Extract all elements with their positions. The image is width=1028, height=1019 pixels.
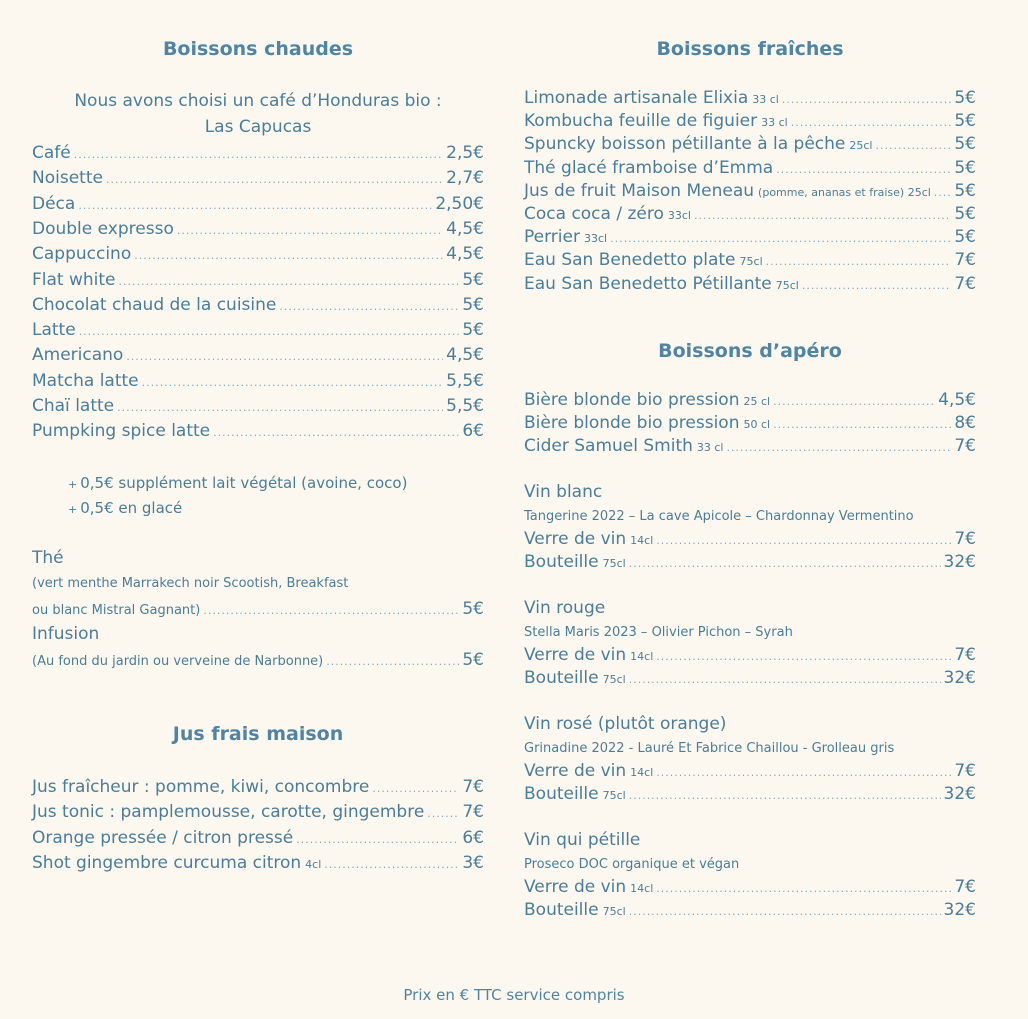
item-name: Verre de vin: [524, 645, 627, 665]
wine-glass-row: [524, 760, 976, 784]
item-price: 5€: [462, 294, 484, 315]
item-name: Chocolat chaud de la cuisine: [32, 294, 277, 315]
item-name: Eau San Benedetto plate: [524, 250, 736, 271]
item-price: 8€: [954, 413, 976, 434]
tea-price: 5€: [462, 599, 484, 619]
item-name: Spuncky boisson pétillante à la pêche: [524, 134, 846, 155]
leader-dots: [326, 651, 459, 673]
item-size: 33 cl: [696, 441, 724, 455]
item-name: Café: [32, 143, 71, 163]
item-name: Verre de vin: [524, 529, 627, 549]
leader-dots: [177, 220, 443, 242]
wine-glass-row: [524, 528, 976, 552]
menu-item-row: [524, 87, 976, 111]
leader-dots: [296, 829, 459, 851]
menu-item-row: [32, 420, 484, 444]
leader-dots: [656, 762, 951, 784]
item-name: Cappuccino: [32, 244, 132, 265]
menu-item-row: [32, 370, 484, 394]
infusion-description: (Au fond du jardin ou verveine de Narbonne): [32, 654, 324, 669]
wine-description: Proseco DOC organique et végan: [524, 857, 740, 872]
leader-dots: [776, 159, 951, 181]
leader-dots: [134, 245, 443, 267]
menu-item-row: [524, 110, 976, 134]
item-price: 5,5€: [446, 396, 484, 416]
coffee-intro-line1: Nous avons choisi un café d’Honduras bio :: [74, 91, 442, 111]
item-size: 75cl: [739, 255, 763, 269]
item-name: Shot gingembre curcuma citron: [32, 852, 302, 873]
item-price: 5€: [954, 88, 976, 108]
leader-dots: [773, 391, 935, 413]
juice-title: Jus frais maison: [172, 723, 344, 745]
item-price: 2,50€: [435, 193, 484, 214]
item-name: Matcha latte: [32, 370, 139, 391]
item-price: 5€: [954, 157, 976, 178]
item-name: Jus tonic : pamplemousse, carotte, gingembre: [32, 802, 425, 823]
item-size: 33 cl: [761, 116, 788, 130]
item-price: 5€: [954, 227, 976, 248]
leader-dots: [876, 135, 952, 157]
item-size: 33cl: [667, 209, 691, 222]
item-price: 4,5€: [446, 345, 484, 366]
leader-dots: [656, 530, 951, 552]
item-size: 14cl: [630, 534, 654, 547]
item-size: 75cl: [602, 789, 626, 802]
leader-dots: [119, 271, 460, 293]
item-size: 75cl: [602, 905, 626, 918]
item-price: 5€: [954, 134, 976, 155]
item-name: Latte: [32, 320, 76, 341]
leader-dots: [610, 228, 951, 250]
item-price: 7€: [954, 877, 976, 897]
leader-dots: [203, 600, 459, 622]
item-price: 32€: [943, 900, 976, 920]
item-name: Kombucha feuille de figuier: [524, 111, 758, 132]
leader-dots: [727, 437, 952, 459]
menu-item-row: [524, 412, 976, 436]
cold-drinks-title: Boissons fraîches: [656, 38, 844, 60]
item-name: Verre de vin: [524, 761, 627, 781]
item-size: 75cl: [602, 557, 626, 570]
supplement-text: 0,5€ en glacé: [80, 499, 183, 517]
leader-dots: [694, 205, 951, 227]
infusion-label: Infusion: [32, 624, 100, 644]
leader-dots: [791, 112, 952, 134]
menu-item-row: [524, 226, 976, 250]
item-name: Jus de fruit Maison Meneau: [524, 180, 755, 201]
item-price: 32€: [943, 784, 976, 804]
menu-item-row: [524, 249, 976, 273]
item-price: 32€: [943, 552, 976, 572]
menu-item-row: [32, 243, 484, 267]
item-price: 6€: [462, 421, 484, 442]
leader-dots: [766, 251, 952, 273]
leader-dots: [629, 901, 941, 923]
leader-dots: [74, 144, 443, 166]
leader-dots: [934, 182, 952, 204]
item-price: 3€: [462, 852, 484, 873]
wine-bottle-row: [524, 899, 976, 923]
wine-description: Stella Maris 2023 – Olivier Pichon – Syrah: [524, 625, 793, 640]
menu-item-row: [32, 142, 484, 166]
leader-dots: [117, 397, 443, 419]
item-price: 6€: [462, 827, 484, 848]
supplement-line: [68, 498, 182, 520]
tea-description-line2: ou blanc Mistral Gagnant): [32, 603, 201, 618]
item-size: 14cl: [630, 882, 654, 895]
supplement-text: 0,5€ supplément lait végétal (avoine, coco): [80, 474, 408, 492]
menu-item-row: [32, 269, 484, 293]
menu-item-row: [32, 167, 484, 191]
menu-item-row: [524, 273, 976, 297]
wine-label: Vin rouge: [524, 598, 606, 618]
menu-item-row: [32, 776, 484, 800]
item-name: Bière blonde bio pression: [524, 390, 740, 410]
item-name: Flat white: [32, 269, 116, 290]
item-name: Bouteille: [524, 552, 599, 572]
item-name: Orange pressée / citron pressé: [32, 827, 294, 848]
leader-dots: [629, 669, 941, 691]
item-name: Bière blonde bio pression: [524, 413, 740, 434]
wine-description: Grinadine 2022 - Lauré Et Fabrice Chaillou - Grolleau gris: [524, 741, 895, 756]
tea-price-row: [32, 598, 484, 622]
item-price: 5€: [954, 111, 976, 132]
leader-dots: [656, 878, 951, 900]
item-size: 4cl: [305, 857, 322, 871]
item-size: 50 cl: [743, 418, 771, 432]
menu-item-row: [32, 193, 484, 217]
wine-label: Vin rosé (plutôt orange): [524, 714, 727, 734]
leader-dots: [324, 854, 459, 876]
wine-bottle-row: [524, 783, 976, 807]
menu-item-row: [524, 157, 976, 181]
leader-dots: [372, 778, 459, 800]
item-price: 7€: [954, 436, 976, 457]
item-price: 2,5€: [446, 143, 484, 163]
item-name: Verre de vin: [524, 877, 627, 897]
wine-label: Vin qui pétille: [524, 830, 641, 850]
leader-dots: [213, 422, 459, 444]
item-price: 7€: [462, 777, 484, 797]
menu-item-row: [524, 180, 976, 204]
price-footer-note: Prix en € TTC service compris: [403, 986, 625, 1004]
leader-dots: [656, 646, 951, 668]
apero-title: Boissons d’apéro: [658, 340, 842, 362]
menu-item-row: [524, 435, 976, 459]
leader-dots: [629, 553, 941, 575]
wine-bottle-row: [524, 667, 976, 691]
item-price: 5€: [462, 320, 484, 341]
menu-item-row: [524, 389, 976, 413]
tea-label: Thé: [32, 548, 64, 568]
item-size: 14cl: [630, 650, 654, 663]
leader-dots: [142, 372, 444, 394]
item-price: 4,5€: [446, 218, 484, 239]
item-price: 5€: [954, 204, 976, 224]
menu-item-row: [32, 294, 484, 318]
menu-item-row: [32, 395, 484, 419]
menu-item-row: [32, 344, 484, 368]
item-name: Bouteille: [524, 784, 599, 804]
leader-dots: [782, 89, 952, 111]
item-size: 75cl: [602, 673, 626, 686]
item-price: 2,7€: [446, 168, 484, 189]
leader-dots: [279, 296, 459, 318]
item-price: 32€: [943, 668, 976, 688]
leader-dots: [802, 275, 952, 297]
item-name: Double expresso: [32, 218, 174, 239]
item-size: 14cl: [630, 766, 654, 779]
item-name: Thé glacé framboise d’Emma: [524, 157, 774, 178]
item-name: Eau San Benedetto Pétillante: [524, 273, 772, 294]
menu-item-row: [32, 801, 484, 825]
item-price: 7€: [954, 645, 976, 665]
item-price: 5,5€: [446, 370, 484, 391]
item-price: 7€: [954, 529, 976, 549]
item-name: Coca coca / zéro: [524, 204, 664, 224]
item-price: 7€: [954, 273, 976, 294]
wine-description: Tangerine 2022 – La cave Apicole – Chardonnay Vermentino: [524, 509, 914, 524]
menu-item-row: [524, 203, 976, 227]
item-name: Americano: [32, 345, 124, 366]
item-name: Cider Samuel Smith: [524, 436, 693, 457]
item-size: 33 cl: [752, 93, 779, 106]
item-price: 4,5€: [446, 244, 484, 265]
item-name: Jus fraîcheur : pomme, kiwi, concombre: [32, 777, 370, 797]
item-name: Chaï latte: [32, 396, 115, 416]
item-size: 25 cl: [743, 395, 771, 408]
plus-icon: +: [68, 478, 78, 491]
item-size: 33cl: [583, 232, 608, 246]
supplement-line: [68, 473, 407, 495]
wine-glass-row: [524, 876, 976, 900]
tea-description-line1: (vert menthe Marrakech noir Scootish, Breakfast: [32, 576, 349, 591]
wine-label: Vin blanc: [524, 482, 603, 502]
menu-item-row: [32, 319, 484, 343]
leader-dots: [629, 785, 941, 807]
item-size: 25cl: [849, 139, 873, 153]
wine-bottle-row: [524, 551, 976, 575]
leader-dots: [106, 169, 443, 191]
leader-dots: [126, 346, 443, 368]
item-price: 7€: [954, 250, 976, 271]
infusion-price: 5€: [462, 650, 484, 670]
item-name: Noisette: [32, 168, 103, 189]
leader-dots: [78, 195, 432, 217]
wine-glass-row: [524, 644, 976, 668]
item-price: 7€: [462, 802, 484, 823]
coffee-intro-line2: Las Capucas: [204, 117, 312, 137]
infusion-price-row: [32, 649, 484, 673]
item-price: 7€: [954, 761, 976, 781]
menu-item-row: [32, 852, 484, 876]
item-name: Limonade artisanale Elixia: [524, 88, 749, 108]
item-price: 5€: [954, 180, 976, 201]
item-name: Perrier: [524, 227, 580, 248]
item-name: Pumpking spice latte: [32, 421, 211, 442]
menu-item-row: [32, 827, 484, 851]
menu-item-row: [524, 133, 976, 157]
item-name: Déca: [32, 193, 76, 214]
plus-icon: +: [68, 503, 78, 516]
item-price: 5€: [462, 269, 484, 290]
item-name: Bouteille: [524, 668, 599, 688]
leader-dots: [427, 803, 459, 825]
hot-drinks-title: Boissons chaudes: [162, 38, 354, 60]
item-name: Bouteille: [524, 900, 599, 920]
leader-dots: [79, 321, 460, 343]
menu-item-row: [32, 218, 484, 242]
item-size: 75cl: [775, 278, 799, 292]
leader-dots: [773, 414, 951, 436]
item-size: (pomme, ananas et fraise) 25cl: [758, 185, 931, 199]
item-price: 4,5€: [938, 390, 976, 410]
